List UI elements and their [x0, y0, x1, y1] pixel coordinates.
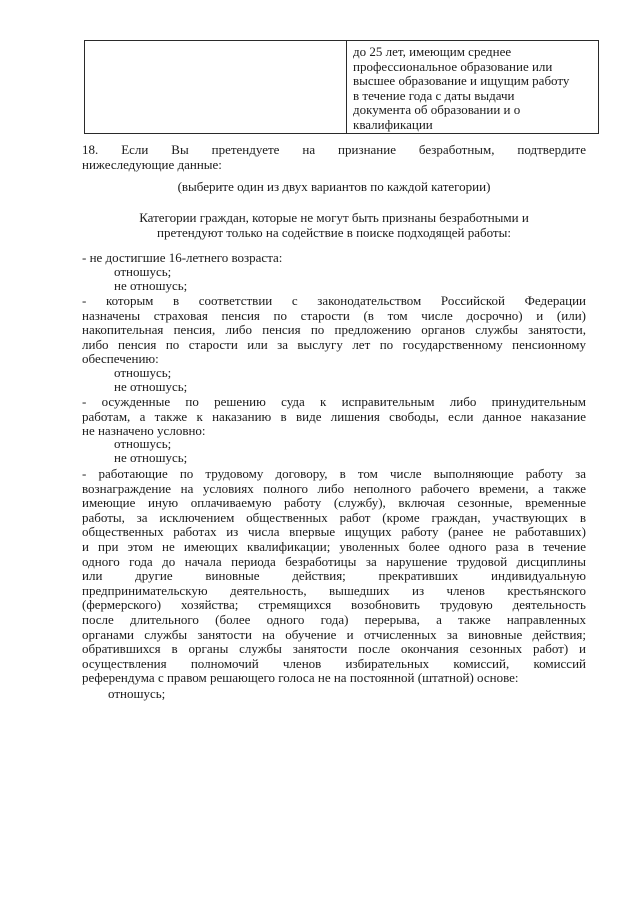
item-18-note: (выберите один из двух вариантов по каждой категории) [177, 179, 491, 194]
category-line: работам, а также к наказанию в виде лишения свободы, если данное наказание [82, 408, 586, 424]
category-line: не назначено условно: [82, 423, 206, 439]
category-line: работы, за исключением общественных работ (кроме граждан, участвующих в [82, 509, 586, 525]
option-applies[interactable]: отношусь; [114, 436, 172, 451]
category-line: назначены страховая пенсия по старости (в том числе досрочно) и (или) [82, 307, 586, 323]
category-line: осуществления полномочий членов избирательных комиссий, комиссий [82, 655, 586, 671]
category-line: (фермерского) хозяйства; стремящихся возобновить трудовую деятельность [82, 597, 586, 613]
categories-heading-line: претендуют только на содействие в поиске подходящей работы: [157, 224, 511, 240]
option-applies[interactable]: отношусь; [108, 686, 166, 701]
category-line: референдума с правом решающего голоса не на постоянной (штатной) основе: [82, 670, 519, 686]
item-18-line: 18. Если Вы претендуете на признание безработным, подтвердите [82, 142, 586, 157]
category-line: - которым в соответствии с законодательством Российской Федерации [82, 293, 586, 308]
table-cell-left-empty [85, 41, 347, 134]
category-line: - осужденные по решению суда к исправительным либо принудительным [82, 394, 586, 409]
category-line: общественных работах из числа впервые ищущих работу (ранее не работавших) [82, 524, 586, 540]
category-pensioners [82, 294, 586, 367]
option-applies[interactable]: отношусь; [114, 365, 172, 380]
table-cell-right [347, 41, 599, 134]
category-line: накопительная пенсия, либо пенсия по предложению органов службы занятости, [82, 322, 586, 338]
item-18-line: нижеследующие данные: [82, 156, 222, 172]
category-line: одного года до начала периода безработицы за нарушение трудовой дисциплины [82, 553, 586, 569]
category-line: или другие виновные действия; прекративших индивидуальную [82, 568, 586, 584]
table-cell-line: до 25 лет, имеющим среднее [353, 44, 512, 59]
category-line: либо пенсия по старости или за выслугу лет по государственному пенсионному [82, 336, 586, 352]
eligibility-table-fragment [84, 40, 599, 134]
category-line: обеспечению: [82, 351, 159, 367]
category-line: обратившихся в органы службы занятости после окончания сезонных работ) и [82, 641, 586, 657]
table-cell-line: высшее образование и ищущим работу [353, 73, 570, 89]
category-line: - не достигшие 16-летнего возраста: [82, 250, 283, 265]
categories-heading-line: Категории граждан, которые не могут быть признаны безработными и [139, 210, 529, 225]
category-line: - работающие по трудовому договору, в том числе выполняющие работу за [82, 466, 586, 481]
category-line: и при этом не имеющих квалификации; уволенных более одного раза в течение [82, 538, 586, 554]
table-cell-line: квалификации [353, 116, 433, 132]
table-cell-line: профессиональное образование или [353, 58, 553, 74]
option-not-applies[interactable]: не отношусь; [114, 379, 188, 394]
option-not-applies[interactable]: не отношусь; [114, 278, 188, 293]
category-employed [82, 467, 586, 686]
category-line: имеющие иную оплачиваемую работу (службу), включая сезонные, временные [82, 495, 586, 511]
table-row [85, 41, 599, 134]
category-line: после длительного (более одного года) перерыва, а также направленных [82, 611, 586, 627]
table-cell-line: документа об образовании и о [353, 102, 521, 118]
option-not-applies[interactable]: не отношусь; [114, 450, 188, 465]
option-applies[interactable]: отношусь; [114, 264, 172, 279]
category-line: органами службы занятости на обучение и отчисленных за виновные действия; [82, 626, 586, 642]
category-convicted [82, 395, 586, 439]
category-line: вознаграждение на условиях полного либо неполного рабочего времени, а также [82, 480, 586, 496]
categories-heading [82, 211, 586, 240]
item-18-question [82, 143, 586, 172]
category-line: предпринимательскую деятельность, вышедших из членов крестьянского [82, 582, 586, 598]
table-cell-line: в течение года с даты выдачи [353, 87, 515, 103]
